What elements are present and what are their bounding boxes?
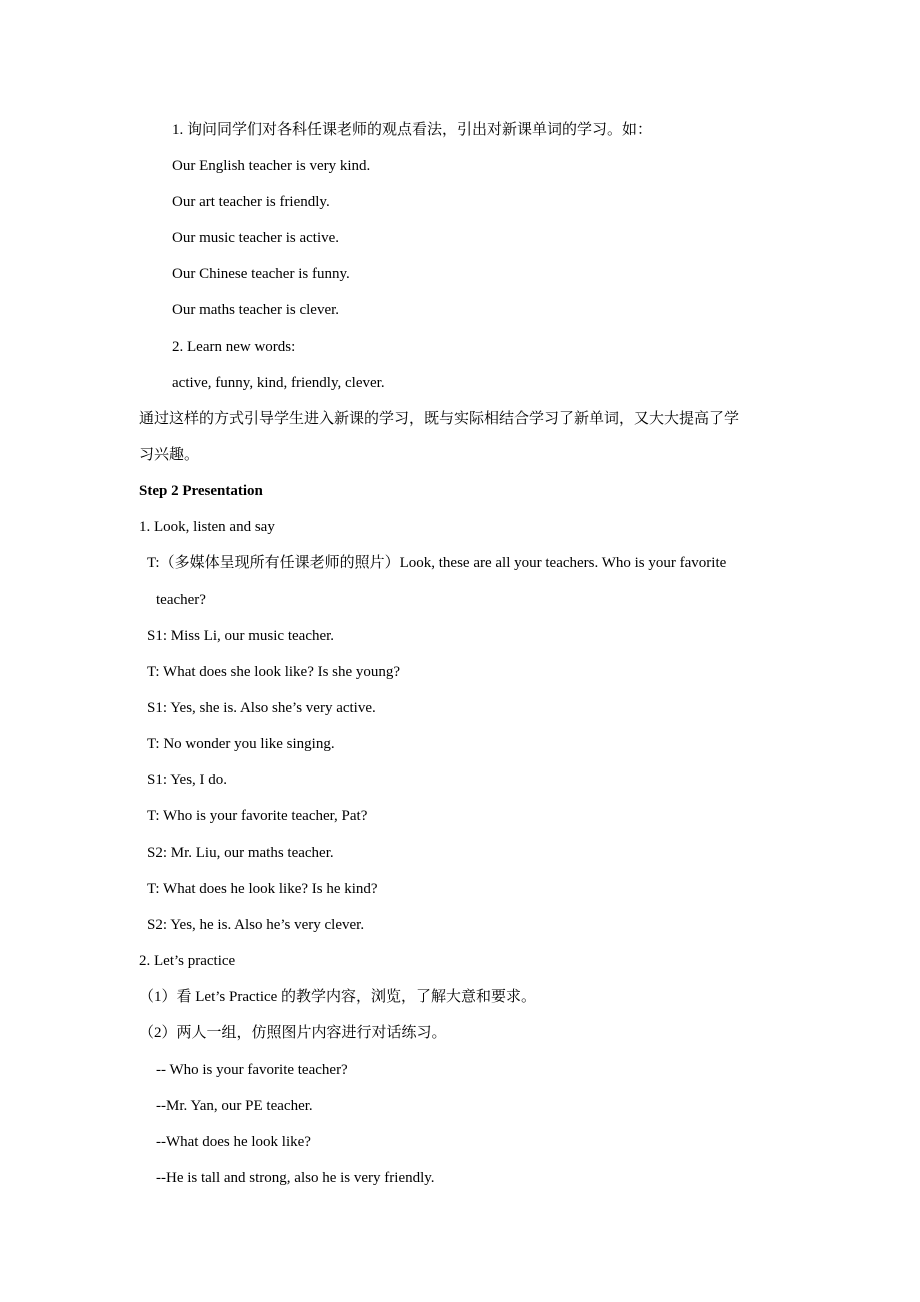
example-sentence: Our Chinese teacher is funny. [172,266,350,282]
subsection-title: 2. Let’s practice [139,953,236,969]
new-words-list: active, funny, kind, friendly, clever. [172,375,385,391]
dialogue-line: T: No wonder you like singing. [147,736,335,752]
dialogue-line: S2: Mr. Liu, our maths teacher. [147,845,334,861]
practice-dialogue-line: -- Who is your favorite teacher? [156,1062,348,1078]
dialogue-line: S1: Yes, I do. [147,772,228,788]
dialogue-line: S1: Yes, she is. Also she’s very active. [147,700,376,716]
practice-step: （2）两人一组，仿照图片内容进行对话练习。 [139,1025,447,1041]
dialogue-line: T:（多媒体呈现所有任课老师的照片）Look, these are all your teachers. Who is your favorite [147,555,727,571]
dialogue-line: teacher? [156,592,206,608]
intro-item-2: 2. Learn new words: [172,339,296,355]
practice-step: （1）看 Let’s Practice 的教学内容，浏览，了解大意和要求。 [139,989,537,1005]
example-sentence: Our English teacher is very kind. [172,158,371,174]
dialogue-line: T: Who is your favorite teacher, Pat? [147,808,368,824]
subsection-title: 1. Look, listen and say [139,519,275,535]
practice-dialogue-line: --What does he look like? [156,1134,311,1150]
section-heading: Step 2 Presentation [139,483,263,499]
dialogue-line: S1: Miss Li, our music teacher. [147,628,335,644]
practice-dialogue-line: --He is tall and strong, also he is very friendly. [156,1170,435,1186]
intro-item-1: 1. 询问同学们对各科任课老师的观点看法，引出对新课单词的学习。如： [172,122,653,138]
example-sentence: Our art teacher is friendly. [172,194,330,210]
example-sentence: Our maths teacher is clever. [172,302,340,318]
summary-paragraph-line: 习兴趣。 [139,447,200,463]
dialogue-line: T: What does she look like? Is she young? [147,664,401,680]
example-sentence: Our music teacher is active. [172,230,340,246]
summary-paragraph-line: 通过这样的方式引导学生进入新课的学习，既与实际相结合学习了新单词，又大大提高了学 [139,411,740,427]
practice-dialogue-line: --Mr. Yan, our PE teacher. [156,1098,313,1114]
dialogue-line: S2: Yes, he is. Also he’s very clever. [147,917,365,933]
dialogue-line: T: What does he look like? Is he kind? [147,881,378,897]
